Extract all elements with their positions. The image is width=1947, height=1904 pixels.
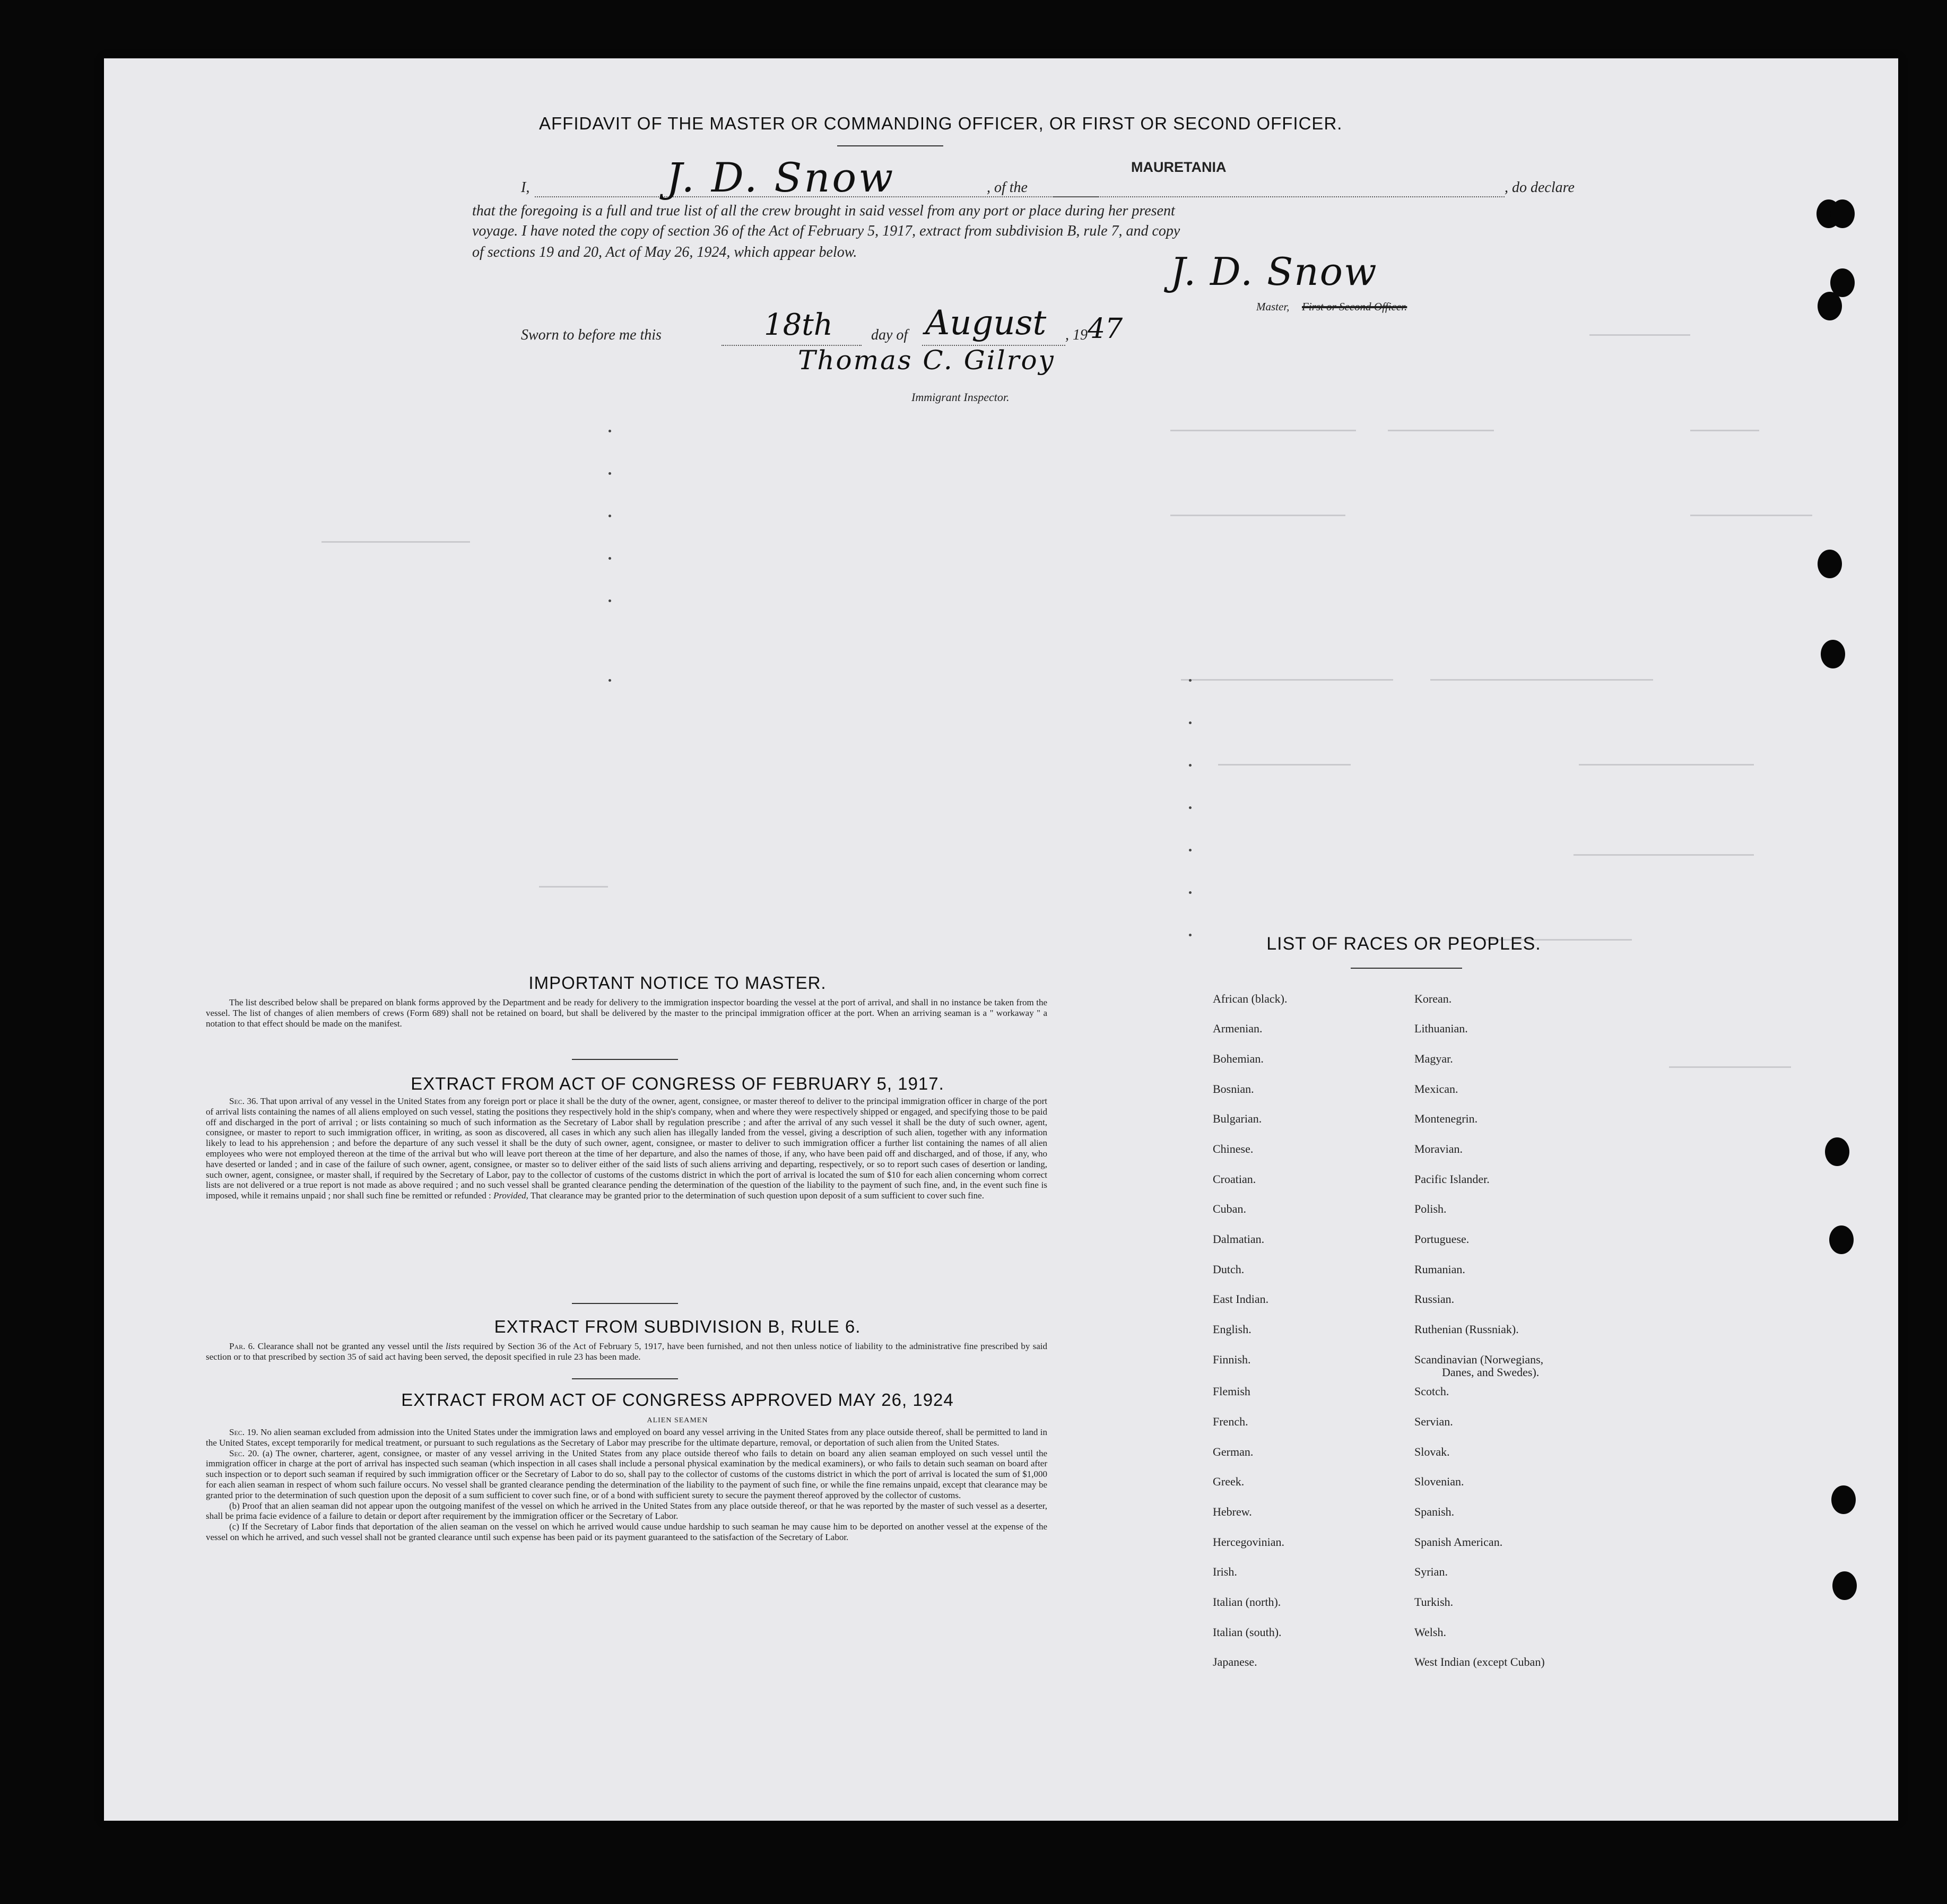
race-item: Montenegrin. (1414, 1112, 1478, 1125)
ruling-dot (1189, 679, 1192, 682)
show-through-6 (1690, 515, 1812, 516)
punch-hole (1821, 640, 1845, 668)
notice-paragraph: The list described below shall be prepared on blank forms approved by the Department and be ready for delivery to the immigration inspector boarding the vessel at the port of arrival, and shall in no instance be taken from the vessel. The list of changes of alien members of crews (Form 689) shall not be retained on board, but shall be delivered by the master to the principal immigration officer at the port. When an arriving seaman is a " workaway " a notation to that effect should be made on the manifest. (206, 997, 1047, 1029)
race-item: Bulgarian. (1213, 1112, 1262, 1125)
ruling-dot (1189, 764, 1192, 767)
race-item: Hercegovinian. (1213, 1535, 1284, 1549)
races-rule (1351, 968, 1462, 969)
rule-6-title: EXTRACT FROM SUBDIVISION B, RULE 6. (494, 1317, 861, 1336)
notice-title: IMPORTANT NOTICE TO MASTER. (528, 973, 827, 993)
race-item: Russian. (1414, 1292, 1455, 1306)
race-item: Greek. (1213, 1475, 1245, 1488)
race-item: Irish. (1213, 1565, 1237, 1578)
show-through-2 (1170, 430, 1356, 431)
punch-hole (1818, 292, 1842, 320)
race-item: Scandinavian (Norwegians, (1414, 1353, 1544, 1366)
race-item: Magyar. (1414, 1052, 1453, 1065)
race-item: Bosnian. (1213, 1082, 1254, 1096)
race-item: Servian. (1414, 1415, 1453, 1428)
sec-19-text: No alien seaman excluded from admission into the United States under the immigration laws and employed on board any vessel arriving in the United States from any place outside thereof, shall be permitted to land in the United States, except temporarily for medical treatment, or pursuant to such regulations as the Secretary of Labor may prescribe for the ultimate departure, removal, or deportation of such alien from the United States. (206, 1427, 1048, 1448)
master-label: Master, (1256, 300, 1290, 313)
ruling-dot (609, 599, 611, 602)
race-item: Slovenian. (1414, 1475, 1464, 1488)
race-item: Moravian. (1414, 1142, 1463, 1155)
race-item: Rumanian. (1414, 1263, 1465, 1276)
sec-20b-text: (b) Proof that an alien seaman did not appear upon the outgoing manifest of the vessel on which he arrived in the United States from any place outside thereof, or that he was reported by the master of such vessel as a deserter, shall be prima facie evidence of a failure to detain or deport after requirement by the immigration officer or the Secretary of Labor. (206, 1500, 1047, 1522)
sec-36-text: That upon arrival of any vessel in the United States from any foreign port or place it shall be the duty of the owner, agent, consignee, or master thereof to deliver to the principal immigration officer in charge of the port of arrival lists containing the names of all aliens employed on such vessel, stating the positions they respectively hold in the ship's company, when and where they were respectively shipped or engaged, and specifying those to be paid off and discharged in the port of arrival ; or lists containing so much of such information as the Secretary of Labor shall by regulation prescribe ; and after the arrival of any such vessel it shall be the duty of such owner, agent, consignee, or master to report to such immigration officer, in writing, as soon as discovered, all cases in which any such alien has illegally landed from the vessel, giving a description of such alien, together with any information likely to lead to his apprehension ; and before the departure of any such vessel it shall be the duty of such owner, agent, consignee, or master to deliver to such immigration officer a further list containing the names of all alien employees who were not employed thereon at the time of the arrival but who will leave port thereon at the time of her departure, and also the names of those, if any, who have been paid off and discharged, and of those, if any, who have deserted or landed ; and in case of the failure of such owner, agent, consignee, or master so to deliver either of the said lists of such aliens arriving and departing, respectively, or so to report such cases of desertion or landing, such owner, agent, consignee, or master shall, if required by the Secretary of Labor, pay to the collector of customs of the customs district in which the port of arrival is located the sum of $10 for each alien concerning whom correct lists are not delivered or a true report is not made as above required ; and no such vessel shall be granted clearance pending the determination of the question of the liability to the payment of such fine, and, in the event such fine is imposed, while it remains unpaid ; nor shall such fine be remitted or refunded : (206, 1096, 1047, 1201)
race-item: Turkish. (1414, 1595, 1454, 1609)
show-through-7 (1181, 679, 1393, 681)
show-through-4 (1690, 430, 1759, 431)
provided-word: Provided, (493, 1190, 528, 1201)
sec-20-label: Sec. 20. (229, 1448, 259, 1458)
year-prefix: , 19 (1065, 327, 1088, 343)
sec-19-label: Sec. 19. (229, 1427, 258, 1437)
i-label: I, (521, 179, 530, 196)
race-item: Mexican. (1414, 1082, 1458, 1096)
show-through-8 (1430, 679, 1653, 681)
race-item: Japanese. (1213, 1655, 1257, 1668)
master-signature: J. D. Snow (1170, 249, 1378, 294)
race-item: Italian (south). (1213, 1625, 1282, 1639)
show-through-3 (1388, 430, 1494, 431)
race-item: Lithuanian. (1414, 1022, 1468, 1035)
show-through-5 (1170, 515, 1345, 516)
race-item: Croatian. (1213, 1172, 1256, 1186)
race-item: Portuguese. (1414, 1232, 1470, 1246)
year-handwritten: 47 (1088, 313, 1123, 345)
lists-word: lists (446, 1341, 460, 1351)
race-item: Armenian. (1213, 1022, 1263, 1035)
race-item: Ruthenian (Russniak). (1414, 1323, 1519, 1336)
show-through-9 (1579, 764, 1754, 766)
day-handwritten: 18th (764, 308, 833, 342)
month-handwritten: August (925, 303, 1047, 343)
inspector-label: Immigrant Inspector. (911, 390, 1010, 404)
inspector-signature: Thomas C. Gilroy (798, 345, 1055, 376)
race-item: Danes, and Swedes). (1442, 1366, 1540, 1379)
document-page (104, 58, 1898, 1821)
extract-1917-title: EXTRACT FROM ACT OF CONGRESS OF FEBRUARY 5, 1917. (411, 1074, 944, 1093)
sec-20c-text: (c) If the Secretary of Labor finds that deportation of the alien seaman on the vessel on which he arrived would cause undue hardship to such seaman he may cause him to be deported on another vessel at the expense of the vessel on which he arrived, and such vessel shall not be granted clearance until such expense has been paid or its payment guaranteed to the satisfaction of the Secretary of Labor. (206, 1522, 1047, 1542)
races-right-column (1414, 992, 1658, 1735)
extract-1917-rule (572, 1303, 678, 1304)
title-rule (837, 145, 943, 146)
sec-36-label: Sec. 36. (229, 1096, 258, 1106)
alien-seamen-subtitle: ALIEN SEAMEN (647, 1416, 708, 1424)
vessel-line (1054, 196, 1505, 197)
punch-hole (1818, 550, 1842, 578)
race-item: West Indian (except Cuban) (1414, 1655, 1545, 1668)
race-item: Chinese. (1213, 1142, 1254, 1155)
punch-hole (1825, 1137, 1849, 1166)
race-item: Spanish American. (1414, 1535, 1503, 1549)
sworn-label: Sworn to before me this (521, 327, 662, 343)
par-6-text-end: required by Section 36 of the Act of February 5, 1917, have been furnished, and not then unless notice of liability to the administrative fine prescribed by said section or to that prescribed by section 35 of said act having been served, the deposit specified in rule 23 has been made. (206, 1341, 1048, 1362)
race-item: Korean. (1414, 992, 1452, 1005)
ruling-dot (1189, 806, 1192, 809)
ruling-dot (609, 557, 611, 560)
show-through-14 (321, 541, 470, 543)
race-item: Scotch. (1414, 1385, 1449, 1398)
race-item: French. (1213, 1415, 1248, 1428)
race-item: Finnish. (1213, 1353, 1251, 1366)
of-the-label: , of the (987, 179, 1028, 196)
extract-1924-title: EXTRACT FROM ACT OF CONGRESS APPROVED MAY 26, 1924 (401, 1390, 954, 1410)
race-item: Slovak. (1414, 1445, 1450, 1458)
notice-text (206, 997, 1047, 1029)
punch-hole (1830, 199, 1855, 228)
sec-20a-text: (a) The owner, charterer, agent, consignee, or master of any vessel arriving in the United States from any place outside thereof who fails to detain on board any alien seaman employed on such vessel until the immigration officer in charge at the port of arrival has inspected such seaman (which inspection in all cases shall include a personal physical examination by the medical examiners), or who fails to detain such seaman on board after such inspection or to deport such seaman if required by such immigration officer or the Secretary of Labor to do so, shall pay to the collector of customs of the customs district in which the port of arrival is located the sum of $1,000 for each alien seaman in respect of whom such failure occurs. No vessel shall be granted clearance pending the determination of the liability to the payment of such fine, or while the fine remains unpaid, except that clearance may be granted prior to the determination of such question upon the deposit of a sum sufficient to cover such fine, or of a bond with sufficient surety to secure the payment thereof approved by the collector of customs. (206, 1448, 1047, 1500)
show-through-1 (1589, 334, 1690, 336)
race-item: Spanish. (1414, 1505, 1455, 1518)
race-item: Dalmatian. (1213, 1232, 1265, 1246)
punch-hole (1832, 1571, 1857, 1600)
race-item: Cuban. (1213, 1202, 1246, 1215)
rule-6-rule (572, 1378, 678, 1379)
extract-1917-text (206, 1096, 1047, 1201)
punch-hole (1831, 1485, 1856, 1514)
affidavit-line-3: voyage. I have noted the copy of section 36 of the Act of February 5, 1917, extract from subdivision B, rule 7, and copy (472, 223, 1180, 239)
race-item: African (black). (1213, 992, 1288, 1005)
ruling-dot (1189, 891, 1192, 894)
vessel-name: MAURETANIA (1131, 159, 1227, 175)
races-left-column (1213, 992, 1425, 1735)
race-item: Hebrew. (1213, 1505, 1252, 1518)
race-item: Polish. (1414, 1202, 1447, 1215)
show-through-11 (1574, 854, 1754, 856)
race-item: Bohemian. (1213, 1052, 1264, 1065)
race-item: English. (1213, 1323, 1251, 1336)
sec-36-text-end: That clearance may be granted prior to the determination of such question upon deposit of a sum sufficient to cover such fine. (530, 1190, 984, 1201)
race-item: Dutch. (1213, 1263, 1245, 1276)
punch-hole (1829, 1225, 1854, 1254)
ruling-dot (609, 515, 611, 517)
par-6-text: Clearance shall not be granted any vessel until the (257, 1341, 443, 1351)
ruling-dot (609, 472, 611, 475)
race-item: Flemish (1213, 1385, 1250, 1398)
race-item: Syrian. (1414, 1565, 1448, 1578)
notice-rule (572, 1059, 678, 1060)
extract-1924-text (206, 1427, 1047, 1543)
ruling-dot (609, 679, 611, 682)
do-declare-label: , do declare (1505, 179, 1575, 196)
race-item: East Indian. (1213, 1292, 1269, 1306)
show-through-10 (1218, 764, 1351, 766)
rule-6-text (206, 1341, 1047, 1362)
struck-officer-label: First or Second Officer. (1302, 300, 1407, 313)
affidavit-line-4: of sections 19 and 20, Act of May 26, 1924, which appear below. (472, 244, 857, 260)
races-title: LIST OF RACES OR PEOPLES. (1266, 934, 1541, 954)
show-through-13 (1669, 1066, 1791, 1068)
race-item: German. (1213, 1445, 1254, 1458)
ruling-dot (1189, 849, 1192, 851)
affidavit-title: AFFIDAVIT OF THE MASTER OR COMMANDING OFFICER, OR FIRST OR SECOND OFFICER. (539, 114, 1343, 133)
affidavit-line-2: that the foregoing is a full and true list of all the crew brought in said vessel from any port or place during her present (472, 203, 1175, 219)
par-6-label: Par. 6. (229, 1341, 255, 1351)
day-of-label: day of (871, 327, 908, 343)
race-item: Pacific Islander. (1414, 1172, 1490, 1186)
master-name-handwritten: J. D. Snow (666, 154, 896, 201)
race-item: Welsh. (1414, 1625, 1446, 1639)
ruling-dot (1189, 721, 1192, 724)
race-item: Italian (north). (1213, 1595, 1281, 1609)
ruling-dot (609, 430, 611, 432)
show-through-15 (539, 886, 608, 888)
